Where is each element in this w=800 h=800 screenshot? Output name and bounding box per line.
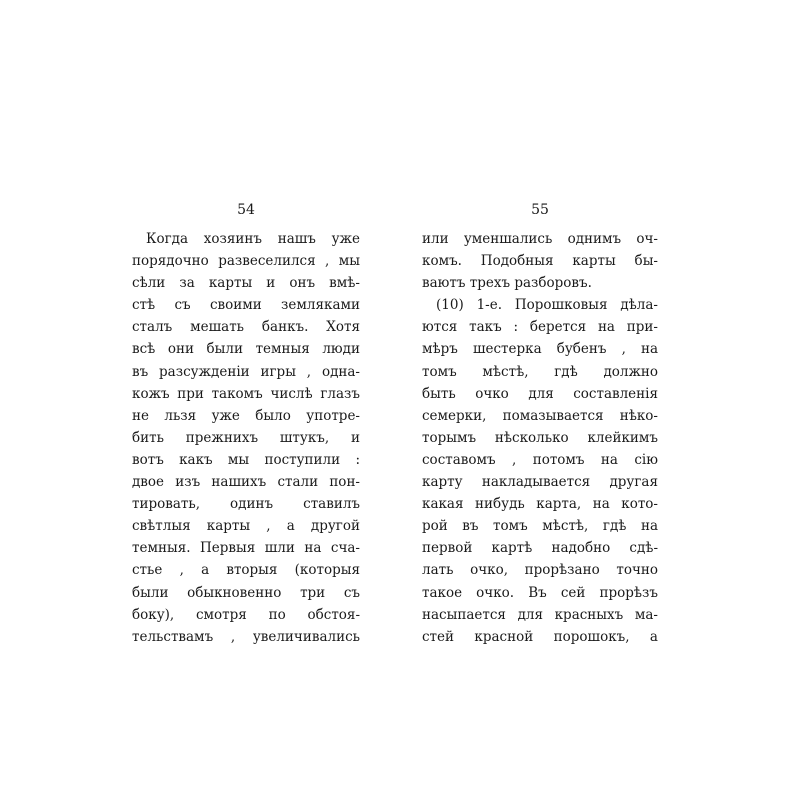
text-line: томъ мѣстѣ, гдѣ должно: [422, 363, 658, 380]
text-line: ются такъ : берется на при-: [422, 319, 658, 336]
text-line: вотъ какъ мы поступили :: [132, 451, 360, 468]
text-line: (10) 1-е. Порошковыя дѣла-: [436, 297, 658, 314]
text-line: кожъ при такомъ числѣ глазъ: [132, 385, 360, 402]
text-line: стѣ съ своими земляками: [132, 297, 360, 314]
left-page-text: [132, 228, 360, 648]
text-line: двое изъ нашихъ стали пон-: [132, 474, 360, 491]
text-line: боку), смотря по обстоя-: [132, 606, 360, 623]
right-page-text: [422, 228, 658, 648]
text-line: сѣли за карты и онъ вмѣ-: [132, 275, 360, 292]
text-line: лать очко, прорѣзано точно: [422, 562, 658, 579]
text-line: составомъ , потомъ на сію: [422, 451, 658, 468]
text-line: тировать, одинъ ставилъ: [132, 496, 360, 513]
text-line: такое очко. Въ сей прорѣзъ: [422, 584, 658, 601]
text-line: комъ. Подобныя карты бы-: [422, 253, 658, 270]
text-line: какая нибудь карта, на кото-: [422, 496, 658, 513]
page-number-left: 54: [237, 202, 255, 218]
text-line: свѣтлыя карты , а другой: [132, 518, 360, 535]
text-line: первой картѣ надобно сдѣ-: [422, 540, 658, 557]
page-number-right: 55: [531, 202, 549, 218]
left-page: [132, 200, 360, 648]
text-line: семерки, помазывается нѣко-: [422, 407, 658, 424]
text-line: сталъ мешать банкъ. Хотя: [132, 319, 360, 336]
text-line: или уменшались однимъ оч-: [422, 231, 658, 247]
text-line: въ разсужденіи игры , одна-: [132, 363, 360, 380]
text-line: насыпается для красныхъ ма-: [422, 606, 658, 623]
text-line: темныя. Первыя шли на сча-: [132, 540, 360, 557]
text-line: бить прежнихъ штукъ, и: [132, 429, 360, 446]
text-line: всѣ они были темныя люди: [132, 341, 360, 358]
text-line: тельствамъ , увеличивались: [132, 628, 360, 645]
text-line: не льзя уже было употре-: [132, 407, 360, 424]
text-line: были обыкновенно три съ: [132, 584, 360, 601]
text-line: быть очко для составленія: [422, 385, 658, 402]
text-line: мѣръ шестерка бубенъ , на: [422, 341, 658, 358]
text-line: ваютъ трехъ разборовъ.: [422, 275, 592, 292]
text-line: стей красной порошокъ, а: [422, 628, 658, 645]
text-line: торымъ нѣсколько клейкимъ: [422, 429, 658, 446]
text-line: карту накладывается другая: [422, 474, 658, 491]
right-page: [422, 200, 658, 648]
text-line: порядочно развеселился , мы: [132, 253, 360, 270]
text-line: рой въ томъ мѣстѣ, гдѣ на: [422, 518, 658, 535]
text-line: Когда хозяинъ нашъ уже: [146, 231, 360, 247]
text-line: стье , а вторыя (которыя: [132, 562, 360, 579]
